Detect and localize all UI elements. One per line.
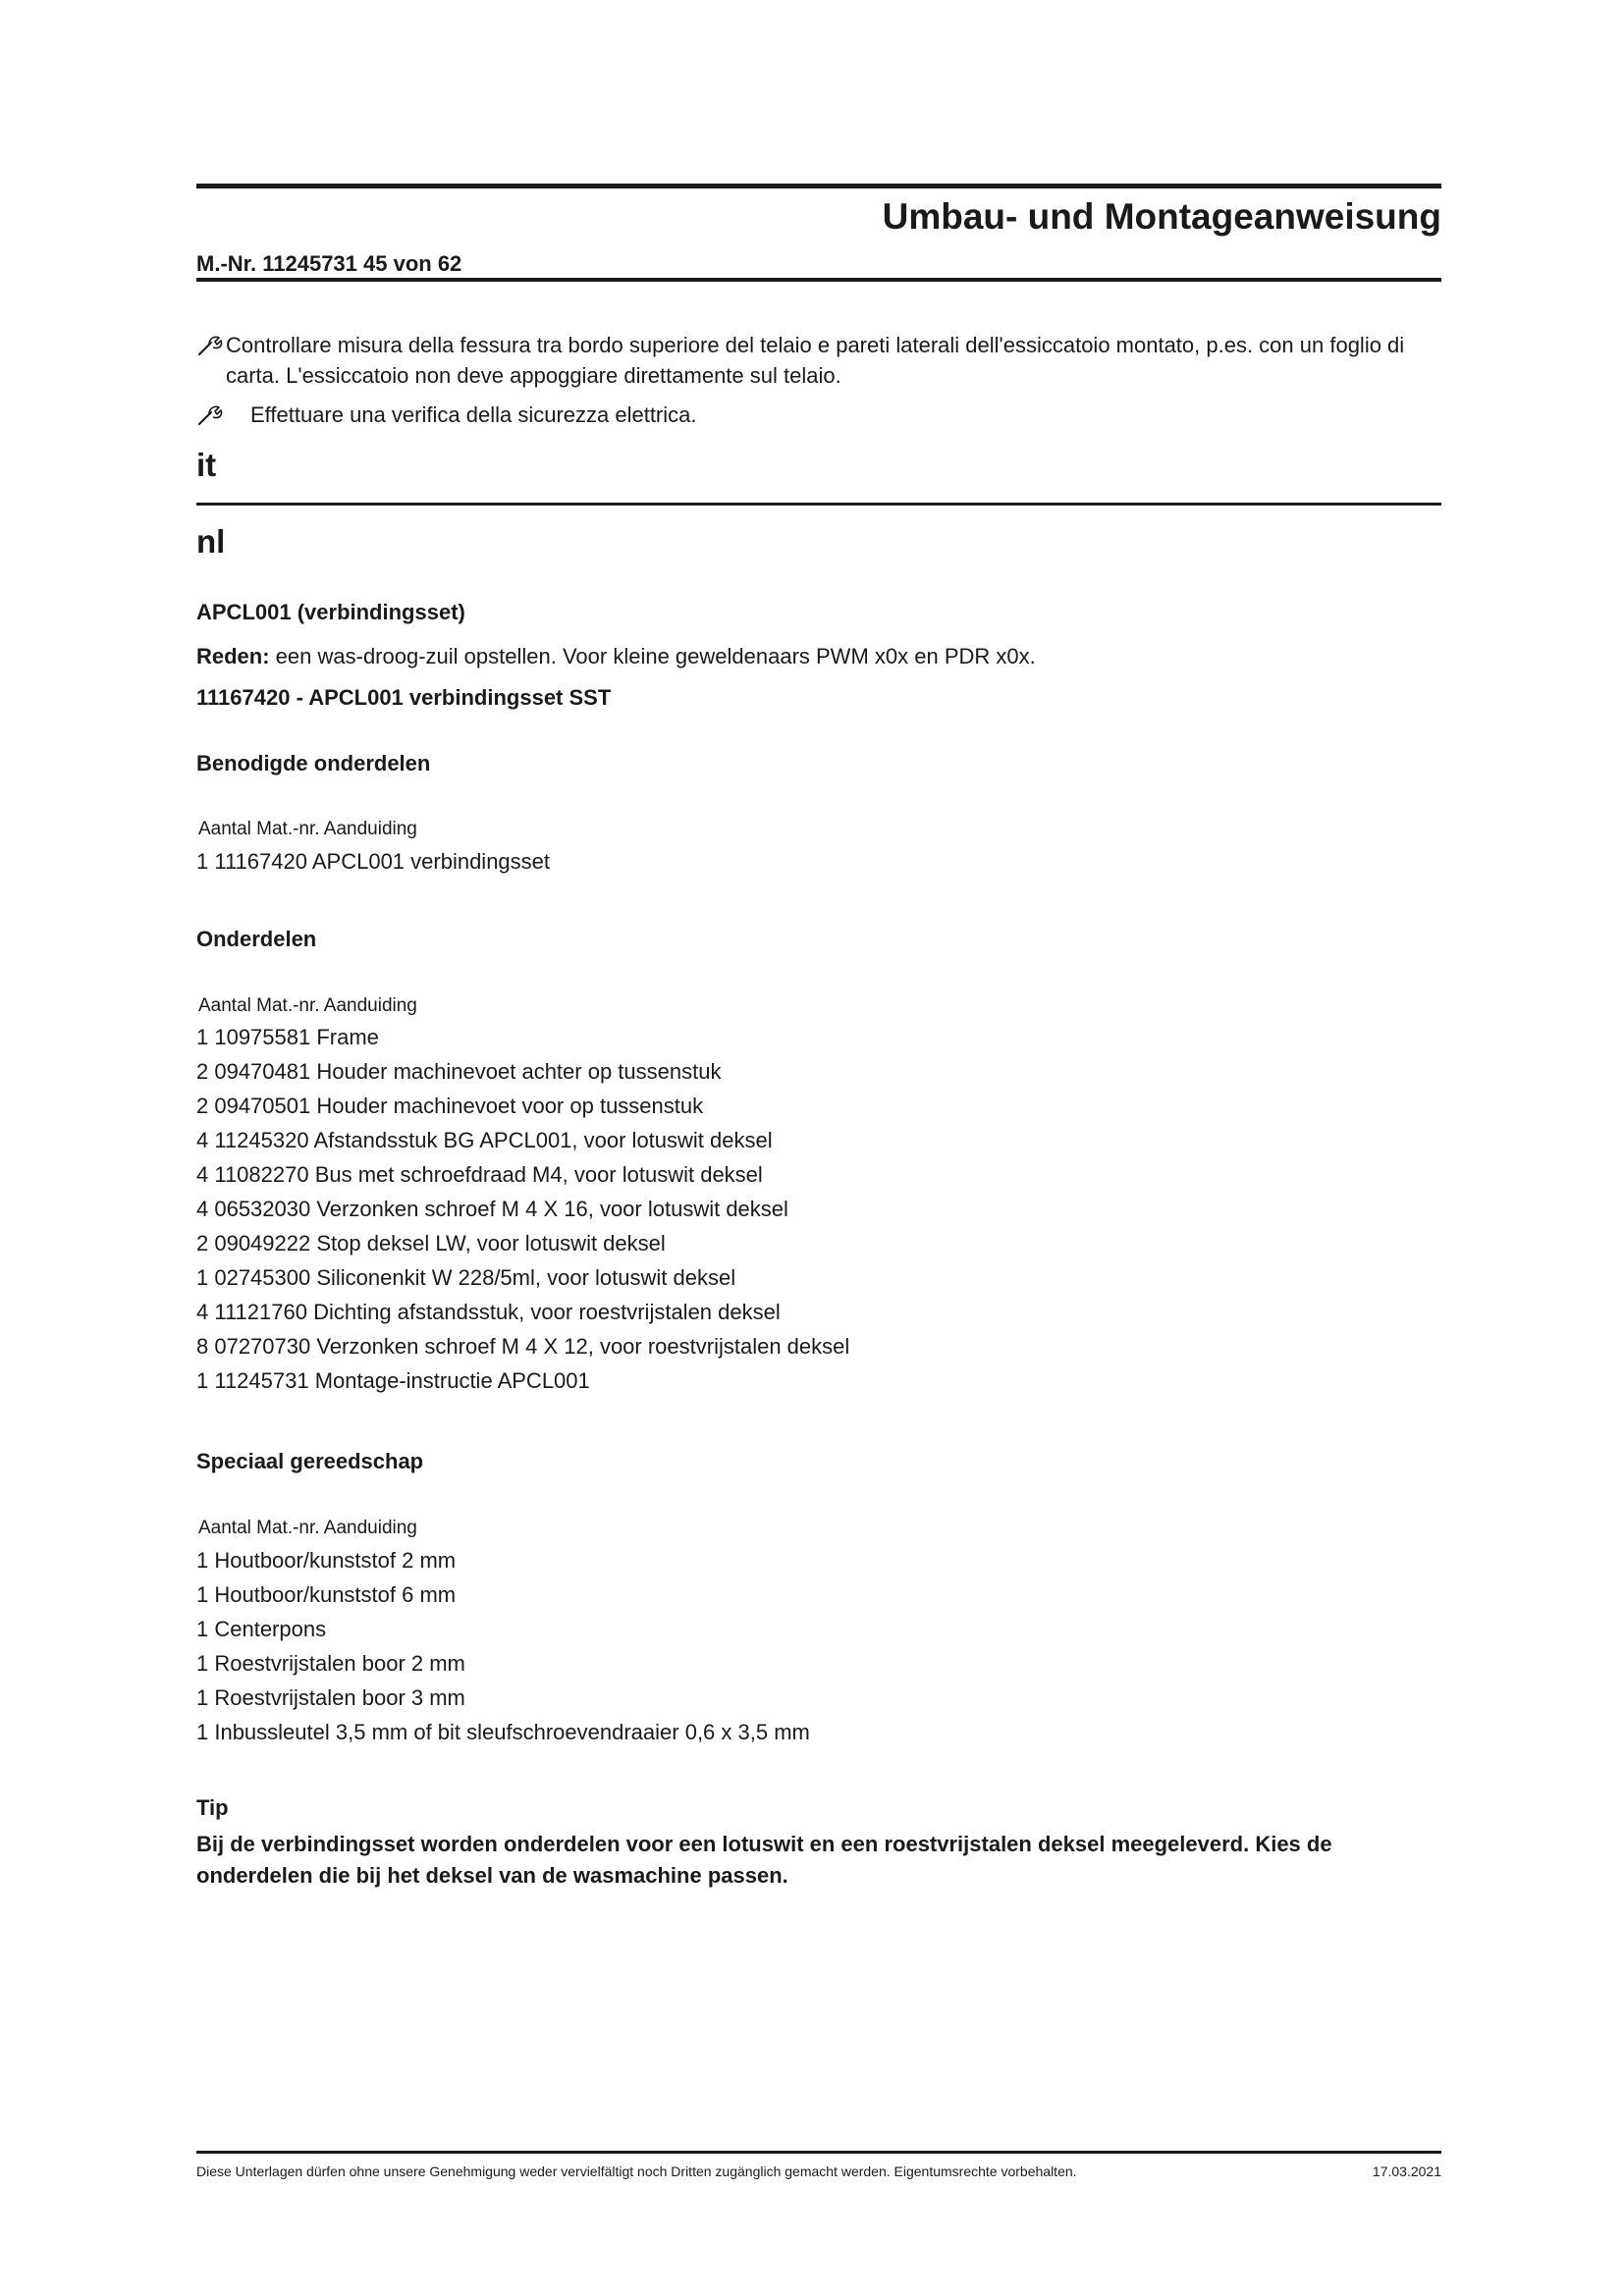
list-item: 2 09049222 Stop deksel LW, voor lotuswit deksel (196, 1231, 666, 1255)
tools-heading: Speciaal gereedschap (196, 1449, 424, 1473)
wrench-icon (196, 401, 226, 427)
parts-heading: Onderdelen (196, 927, 317, 951)
kit-title: APCL001 (verbindingsset) (196, 600, 465, 624)
header-bottom-rule (196, 278, 1441, 282)
kit-code: 11167420 - APCL001 verbindingsset SST (196, 685, 612, 710)
parts-column-header: Aantal Mat.-nr. Aanduiding (198, 995, 417, 1016)
list-item: 4 11245320 Afstandsstuk BG APCL001, voor lotuswit deksel (196, 1128, 773, 1152)
footer-rule (196, 2151, 1441, 2154)
list-item: 4 11082270 Bus met schroefdraad M4, voor lotuswit deksel (196, 1162, 763, 1187)
footer-date: 17.03.2021 (1372, 2163, 1441, 2179)
header-top-rule (196, 184, 1441, 188)
page-title: Umbau- und Montageanweisung (882, 196, 1441, 237)
document-number: M.-Nr. 11245731 45 von 62 (196, 251, 462, 276)
tip-heading: Tip (196, 1795, 229, 1820)
required-parts-list (196, 844, 550, 879)
footer-copyright-note: Diese Unterlagen dürfen ohne unsere Genehmigung weder vervielfältigt noch Dritten zugänglich gemacht werden. Eigentumsrechte vorbehalten. (196, 2163, 1077, 2179)
document-page (196, 0, 1441, 2296)
tip-text: Bij de verbindingsset worden onderdelen voor een lotuswit en een roestvrijstalen deksel meegeleverd. Kies de onderdelen die bij het deksel van de wasmachine passen. (196, 1832, 1332, 1888)
list-item: 1 Roestvrijstalen boor 2 mm (196, 1651, 465, 1676)
required-parts-heading: Benodigde onderdelen (196, 751, 431, 775)
list-item: 1 Centerpons (196, 1617, 327, 1641)
wrench-icon (196, 332, 226, 357)
reason-line (196, 644, 1036, 669)
tools-column-header: Aantal Mat.-nr. Aanduiding (198, 1518, 417, 1538)
list-item: 8 07270730 Verzonken schroef M 4 X 12, voor roestvrijstalen deksel (196, 1334, 850, 1359)
required-parts-column-header: Aantal Mat.-nr. Aanduiding (198, 819, 417, 839)
list-item: 4 06532030 Verzonken schroef M 4 X 16, voor lotuswit deksel (196, 1197, 788, 1221)
parts-list (196, 1020, 849, 1398)
list-item: 1 Inbussleutel 3,5 mm of bit sleufschroevendraaier 0,6 x 3,5 mm (196, 1720, 810, 1744)
list-item: 1 11245731 Montage-instructie APCL001 (196, 1368, 590, 1393)
language-marker-it: it (196, 447, 217, 483)
list-item: 4 11121760 Dichting afstandsstuk, voor roestvrijstalen deksel (196, 1300, 781, 1324)
reason-label: Reden: (196, 644, 270, 668)
language-marker-nl: nl (196, 523, 226, 560)
reason-text: een was-droog-zuil opstellen. Voor kleine geweldenaars PWM x0x en PDR x0x. (269, 644, 1036, 668)
list-item: 1 11167420 APCL001 verbindingsset (196, 849, 551, 874)
tools-list (196, 1543, 810, 1749)
it-step-1-text: Controllare misura della fessura tra bordo superiore del telaio e pareti laterali dell'essiccatoio montato, p.es. con un foglio di carta. L'essiccatoio non deve appoggiare direttamente sul telaio. (226, 333, 1405, 388)
list-item: 1 Houtboor/kunststof 2 mm (196, 1548, 457, 1573)
it-step-2-text: Effettuare una verifica della sicurezza elettrica. (250, 402, 697, 427)
section-divider (196, 503, 1441, 506)
list-item: 1 10975581 Frame (196, 1025, 379, 1049)
list-item: 2 09470501 Houder machinevoet voor op tussenstuk (196, 1094, 704, 1118)
list-item: 1 Houtboor/kunststof 6 mm (196, 1582, 457, 1607)
list-item: 1 Roestvrijstalen boor 3 mm (196, 1685, 465, 1710)
list-item: 2 09470481 Houder machinevoet achter op tussenstuk (196, 1059, 722, 1084)
list-item: 1 02745300 Siliconenkit W 228/5ml, voor lotuswit deksel (196, 1265, 736, 1290)
